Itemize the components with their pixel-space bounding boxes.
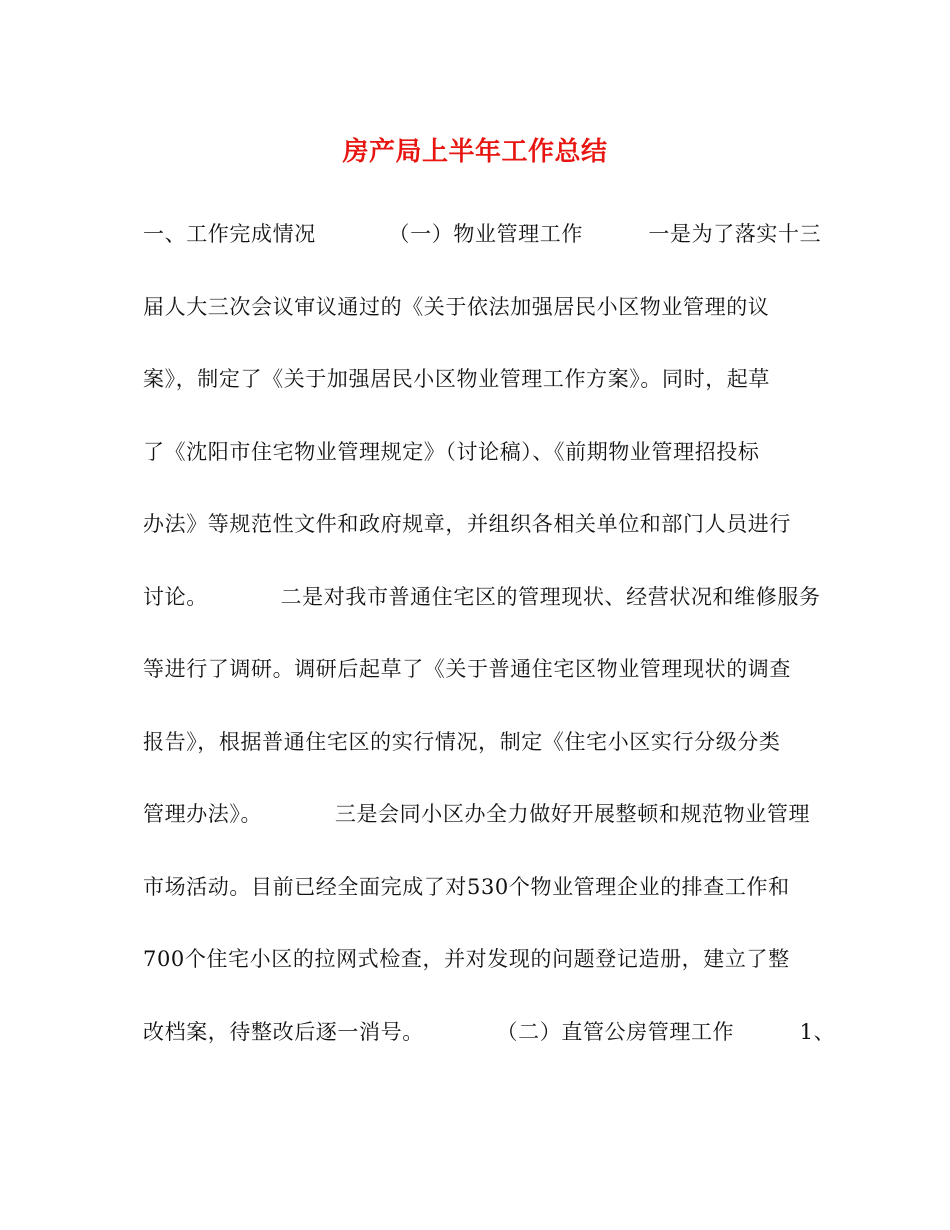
body-text bbox=[143, 214, 836, 1084]
body-line: 一、工作完成情况 （一）物业管理工作 一是为了落实十三 bbox=[143, 222, 822, 246]
document-title: 房产局上半年工作总结 bbox=[342, 137, 608, 167]
body-line: 改档案，待整改后逐一消号。 （二）直管公房管理工作 1、 bbox=[143, 1019, 836, 1044]
body-line: 讨论。 二是对我市普通住宅区的管理现状、经营状况和维修服务 bbox=[143, 584, 821, 609]
body-line: 700个住宅小区的拉网式检查，并对发现的问题登记造册，建立了整 bbox=[143, 947, 790, 971]
body-line: 市场活动。目前已经全面完成了对530个物业管理企业的排查工作和 bbox=[143, 874, 790, 899]
body-line: 了《沈阳市住宅物业管理规定》（讨论稿）、《前期物业管理招投标 bbox=[143, 439, 760, 464]
body-line: 管理办法》。 三是会同小区办全力做好开展整顿和规范物业管理 bbox=[143, 802, 811, 826]
body-line: 等进行了调研。调研后起草了《关于普通住宅区物业管理现状的调查 bbox=[143, 657, 791, 681]
body-line: 办法》等规范性文件和政府规章，并组织各相关单位和部门人员进行 bbox=[143, 512, 791, 536]
body-line: 案》，制定了《关于加强居民小区物业管理工作方案》。同时，起草 bbox=[143, 367, 770, 391]
body-line: 届人大三次会议审议通过的《关于依法加强居民小区物业管理的议 bbox=[143, 294, 770, 319]
body-line: 报告》，根据普通住宅区的实行情况，制定《住宅小区实行分级分类 bbox=[143, 729, 781, 754]
